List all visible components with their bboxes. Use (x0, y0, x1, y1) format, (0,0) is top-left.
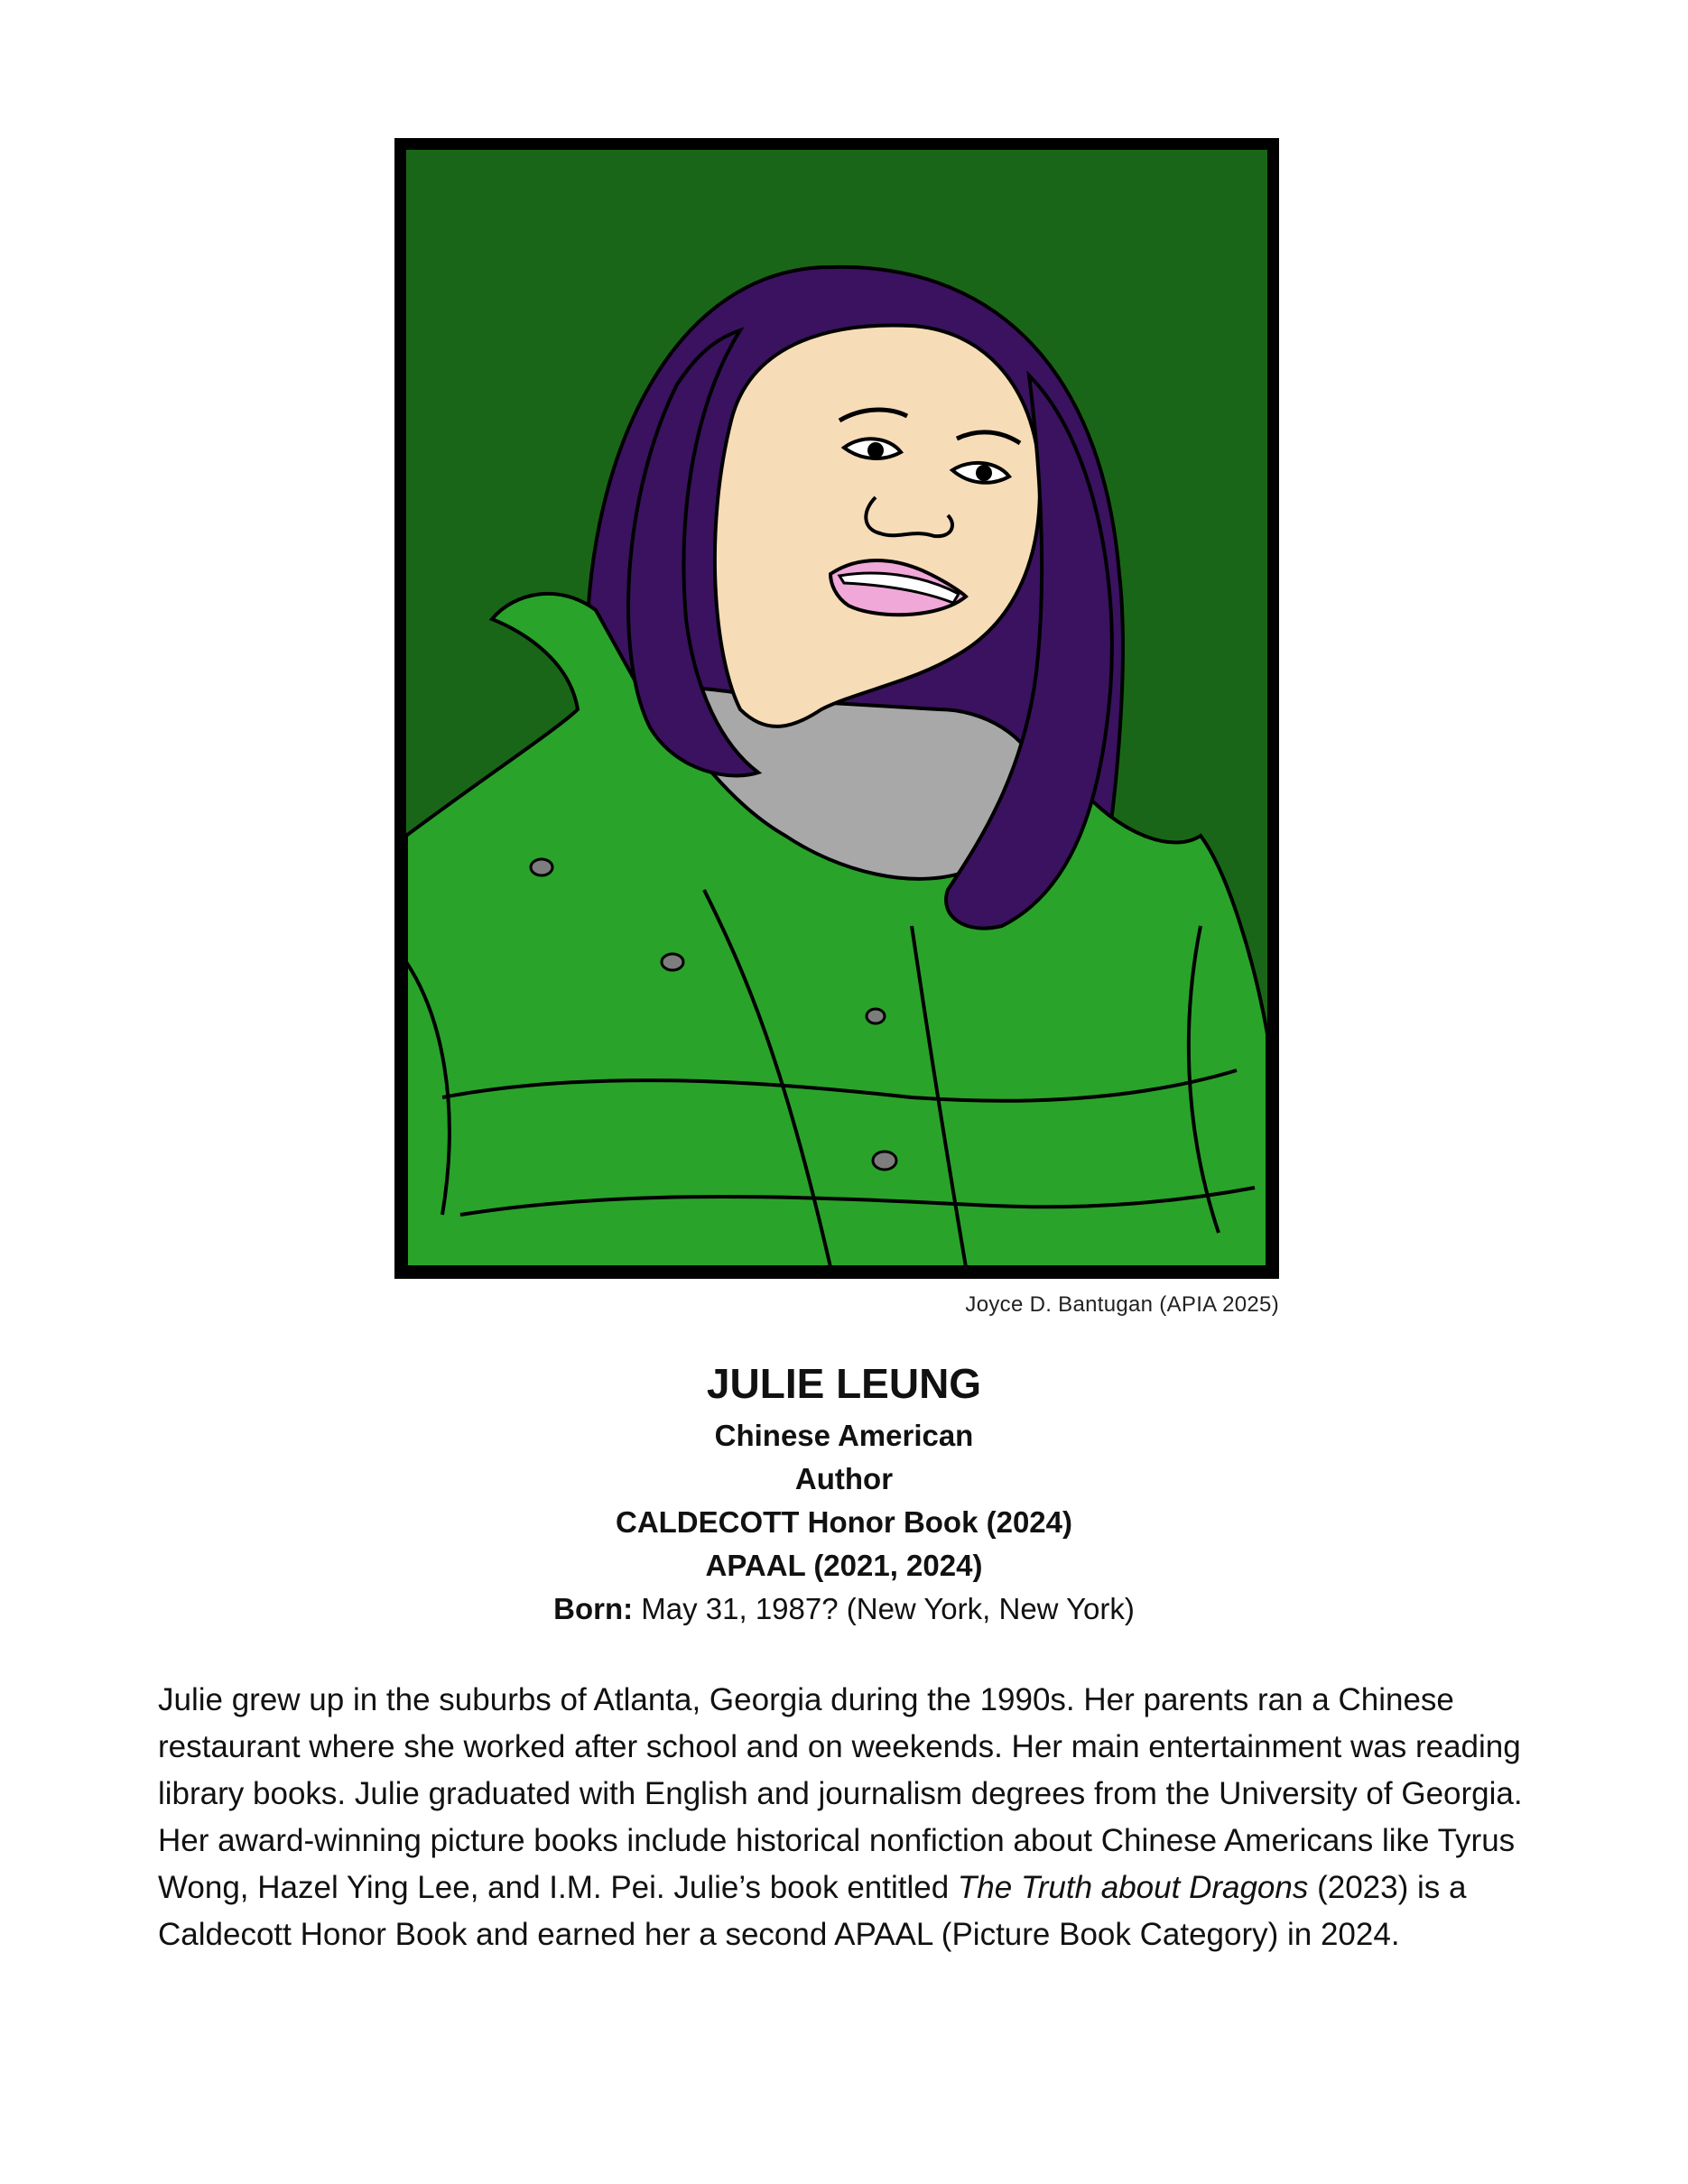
bio-part-1: Julie grew up in the suburbs of Atlanta, Georgia during the 1990s. Her parents ran a Chinese restaurant where she worked after school and on weekends. Her main entertainment was reading library books. Julie graduated with English and journalism degrees from the University of Georgia. Her award-winning picture books include historical nonfiction about Chinese Americans like Tyrus Wong, Hazel Ying Lee, and I.M. Pei. Julie’s book entitled (158, 1682, 1523, 1905)
button-1 (531, 859, 552, 875)
person-name: JULIE LEUNG (706, 1360, 982, 1407)
button-3 (873, 1152, 896, 1170)
button-4 (867, 1009, 885, 1023)
bio-part-2: (2023) is a Caldecott Honor Book and earned her a second APAAL (Picture Book Category) in 2024. (158, 1870, 1467, 1952)
portrait-illustration (394, 138, 1279, 1279)
born-label: Born: (553, 1592, 634, 1625)
biography (158, 1677, 1539, 1958)
heritage: Chinese American (714, 1419, 974, 1452)
born-value: May 31, 1987? (New York, New York) (633, 1592, 1135, 1625)
born-line (0, 1587, 1688, 1631)
award-apaal: APAAL (2021, 2024) (705, 1549, 983, 1582)
book-title: The Truth about Dragons (957, 1870, 1309, 1905)
illustration-credit: Joyce D. Bantugan (APIA 2025) (965, 1292, 1279, 1317)
pupil-right (976, 465, 992, 481)
role: Author (794, 1462, 894, 1495)
button-2 (662, 954, 683, 970)
award-caldecott: CALDECOTT Honor Book (2024) (615, 1505, 1073, 1539)
profile-header (0, 1358, 1688, 1631)
pupil-left (867, 442, 884, 458)
portrait-drawing (406, 150, 1267, 1267)
